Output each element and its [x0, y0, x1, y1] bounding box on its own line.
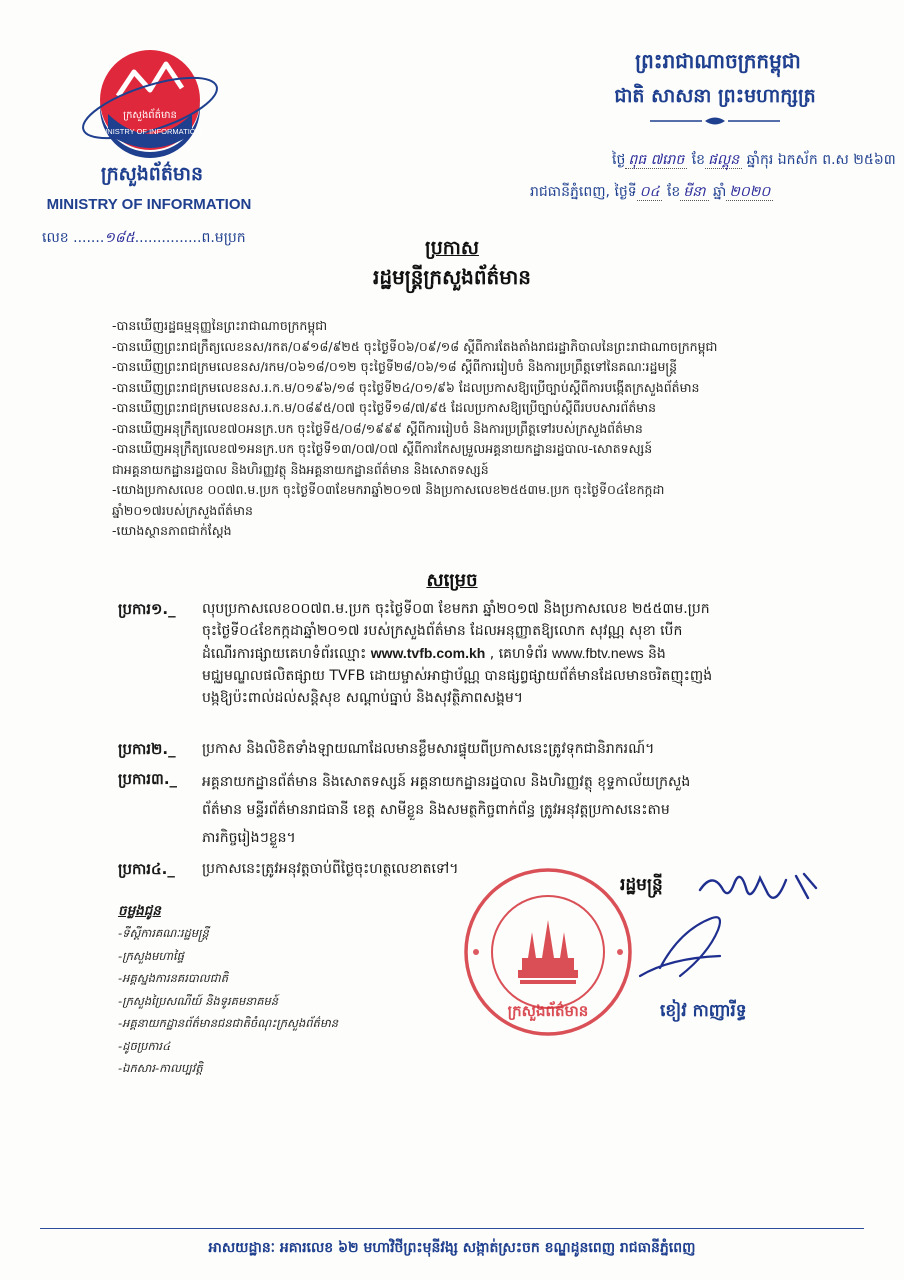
cc-item: -អគ្គស្នងការនគរបាលជាតិ [118, 971, 228, 985]
date-month: មីនា [680, 184, 708, 201]
motto-ornament [650, 116, 780, 126]
article-text: និង [648, 646, 666, 662]
consideration-item: -បានឃើញរដ្ឋធម្មនុញ្ញនៃព្រះរាជាណាចក្រកម្ពុជា [112, 318, 328, 333]
article-line: ចុះថ្ងៃទី០៤ខែកក្កដាឆ្នាំ២០១៧ របស់ក្រសួងព័ត៌មាន ដែលអនុញ្ញាតឱ្យលោក សុវណ្ណ សុខា បើក [202, 623, 683, 639]
kingdom-heading: ព្រះរាជាណាចក្រកម្ពុជា [635, 49, 801, 73]
svg-text:ក្រសួងព័ត៌មាន: ក្រសួងព័ត៌មាន [123, 110, 177, 121]
cc-item: -ក្រសួងមហាផ្ទៃ [118, 948, 184, 963]
consideration-item: -បានឃើញព្រះរាជក្រមលេខនស.រ.ក.ម/០៨៩៥/០៧ ចុះថ្ងៃទី១៨/៧/៩៥ ដែលប្រកាសឱ្យប្រើច្បាប់ស្តីពីរបបសារព័ត៌មាន [112, 400, 657, 415]
cc-item: -ដូចប្រការ៤ [118, 1038, 171, 1053]
article-line: លុបប្រកាសលេខ០០៧ព.ម.ប្រក ចុះថ្ងៃទី០៣ ខែមករា ឆ្នាំ២០១៧ និងប្រកាសលេខ ២៥៥៣ម.ប្រក [202, 601, 710, 617]
consideration-item: -យោងស្ថានភាពជាក់ស្តែង [112, 523, 232, 538]
ref-number: ១៨៥ [104, 230, 135, 246]
reference-number: លេខ .......១៨៥...............ព.មប្រក [42, 230, 246, 246]
consideration-item: ជាអគ្គនាយកដ្ឋានរដ្ឋបាល និងហិរញ្ញវត្ថុ និងអគ្គនាយកដ្ឋានព័ត៌មាន និងសោតទស្សន៍ [112, 461, 489, 477]
cc-item: -អគ្គនាយកដ្ឋានព័ត៌មានជនជាតិចំណុះក្រសួងព័ត៌មាន [118, 1016, 339, 1030]
footer-divider [40, 1228, 864, 1229]
lunar-month: ផល្គុន [705, 152, 742, 169]
article-line: ដំណើរការផ្សាយគេហទំព័រឈ្មោះ [202, 646, 367, 662]
website-url-tvfb: www.tvfb.com.kh [370, 645, 486, 661]
consideration-item: -បានឃើញអនុក្រឹត្យលេខ៧១អនក្រ.បក ចុះថ្ងៃទី១៣/០៧/០៧ ស្តីពីការកែសម្រួលអគ្គនាយកដ្ឋានរដ្ឋបាល-សោតទស្សន៍ [112, 441, 653, 456]
gregorian-date: រាជធានីភ្នំពេញ, ថ្ងៃទី ០៤ ខែ មីនា ឆ្នាំ ២០២០ [530, 182, 904, 203]
article-line: មជ្ឈមណ្ឌលផលិតផ្សាយ TVFB ដោយម្ចាស់អាជ្ញាប័ណ្ណ បានផ្សព្វផ្សាយព័ត៌មានដែលមានចរិតញុះញង់ [202, 668, 713, 684]
website-url-fbtv: www.fbtv.news [552, 645, 644, 661]
cc-item: -ទីស្តីការគណៈរដ្ឋមន្ត្រី [118, 926, 209, 940]
national-motto: ជាតិ សាសនា ព្រះមហាក្សត្រ [614, 85, 816, 107]
svg-text:MINISTRY OF INFORMATION: MINISTRY OF INFORMATION [98, 127, 202, 136]
consideration-item: -បានឃើញអនុក្រឹត្យលេខ៧០អនក្រ.បក ចុះថ្ងៃទី៥/០៨/១៩៩៩ ស្តីពីការរៀបចំ និងការប្រព្រឹត្តទៅរបស់ក្រសួងព័ត៌មាន [112, 420, 643, 436]
article-label: ប្រការ៤._ [118, 860, 175, 878]
svg-text:ក្រសួងព័ត៌មាន: ក្រសួងព័ត៌មាន [507, 1002, 589, 1020]
date-day: ០៤ [637, 184, 663, 201]
lunar-year: ឆ្នាំកុរ ឯកស័ក ព.ស ២៥៦៣ [746, 152, 896, 168]
article-line: អគ្គនាយកដ្ឋានព័ត៌មាន និងសោតទស្សន៍ អគ្គនាយកដ្ឋានរដ្ឋបាល និងហិរញ្ញវត្ថុ ខុទ្ទកាល័យក្រសួង [202, 774, 691, 790]
cc-list [118, 922, 338, 1080]
ref-label: លេខ [42, 230, 69, 246]
cc-item: -ក្រសួងប្រៃសណីយ៍ និងទូរគមនាគមន៍ [118, 993, 279, 1008]
article-line: ប្រកាសនេះត្រូវអនុវត្តចាប់ពីថ្ងៃចុះហត្ថលេខាតទៅ។ [202, 861, 459, 877]
cc-item: -ឯកសារ-កាលប្បវត្តិ [118, 1061, 203, 1075]
consideration-item: -យោងប្រកាសលេខ ០០៧ព.ម.ប្រក ចុះថ្ងៃទី០៣ខែមករាឆ្នាំ២០១៧ និងប្រកាសលេខ២៥៥៣ម.ប្រក ចុះថ្ងៃទី០៤ខែកក្កដា [112, 482, 665, 497]
lunar-day: ពុធ ៧រោច [625, 152, 687, 169]
decision-heading: សម្រេច [426, 570, 478, 591]
document-title: រដ្ឋមន្ត្រីក្រសួងព័ត៌មាន [373, 265, 531, 289]
date-year: ២០២០ [726, 184, 773, 201]
cc-heading: ចម្លងជូន [118, 903, 161, 919]
footer-address: អាសយដ្ឋានៈ អគារលេខ ៦២ មហាវិថីព្រះមុនីវង្ស សង្កាត់ស្រះចក ខណ្ឌដូនពេញ រាជធានីភ្នំពេញ [208, 1240, 696, 1256]
consideration-item: ឆ្នាំ២០១៧របស់ក្រសួងព័ត៌មាន [112, 502, 253, 518]
ministry-logo [78, 38, 228, 158]
ministry-name-kh: ក្រសួងព័ត៌មាន [100, 163, 204, 185]
article-text: , គេហទំព័រ [489, 646, 548, 662]
article-label: ប្រការ១._ [118, 600, 176, 618]
article-1 [118, 598, 878, 709]
minister-title: រដ្ឋមន្ត្រី [620, 875, 663, 895]
consideration-item: -បានឃើញព្រះរាជក្រឹត្យលេខនស/រកត/០៩១៨/៩២៥ ចុះថ្ងៃទី០៦/០៩/១៨ ស្តីពីការតែងតាំងរាជរដ្ឋាភិបាលនៃព្រះរាជាណាចក្រកម្ពុជា [112, 338, 718, 354]
consideration-item: -បានឃើញព្រះរាជក្រមលេខនស.រ.ក.ម/០១៩៦/១៨ ចុះថ្ងៃទី២៤/០១/៩៦ ដែលប្រកាសឱ្យប្រើច្បាប់ស្តីពីការបង្កើតក្រសួងព័ត៌មាន [112, 379, 700, 395]
ref-suffix: ព.មប្រក [201, 230, 246, 246]
handwritten-signature [600, 858, 840, 988]
consideration-item: -បានឃើញព្រះរាជក្រមលេខនស/រកម/០៦១៨/០១២ ចុះថ្ងៃទី២៨/០៦/១៨ ស្តីពីការរៀបចំ និងការប្រព្រឹត្តទៅនៃគណៈរដ្ឋមន្ត្រី [112, 359, 678, 374]
lunar-date: ថ្ងៃ ពុធ ៧រោច ខែ ផល្គុន ឆ្នាំកុរ ឯកស័ក ព.ស ២៥៦៣ [612, 152, 896, 168]
article-3 [118, 768, 878, 852]
considerations-list [112, 316, 872, 542]
article-label: ប្រការ៣._ [118, 770, 178, 788]
minister-name: ខៀវ កាញារីទ្ធ [660, 1001, 747, 1021]
article-line: បង្កឱ្យប៉ះពាល់ដល់សន្តិសុខ សណ្តាប់ធ្នាប់ និងសុវត្ថិភាពសង្គម។ [202, 690, 524, 706]
document-type: ប្រកាស [425, 237, 479, 259]
article-line: ព័ត៌មាន មន្ទីរព័ត៌មានរាជធានី ខេត្ត សាមីខ្លួន និងសមត្ថកិច្ចពាក់ព័ន្ធ ត្រូវអនុវត្តប្រកាសនេះតាម [202, 802, 670, 818]
article-2 [118, 738, 878, 760]
article-line: ប្រកាស និងលិខិតទាំងឡាយណាដែលមានខ្លឹមសារផ្ទុយពីប្រកាសនេះត្រូវទុកជានិរាករណ៍។ [202, 741, 655, 757]
ministry-name-en: MINISTRY OF INFORMATION [46, 196, 252, 213]
article-label: ប្រការ២._ [118, 740, 176, 758]
article-line: ភារកិច្ចរៀងៗខ្លួន។ [202, 830, 296, 846]
